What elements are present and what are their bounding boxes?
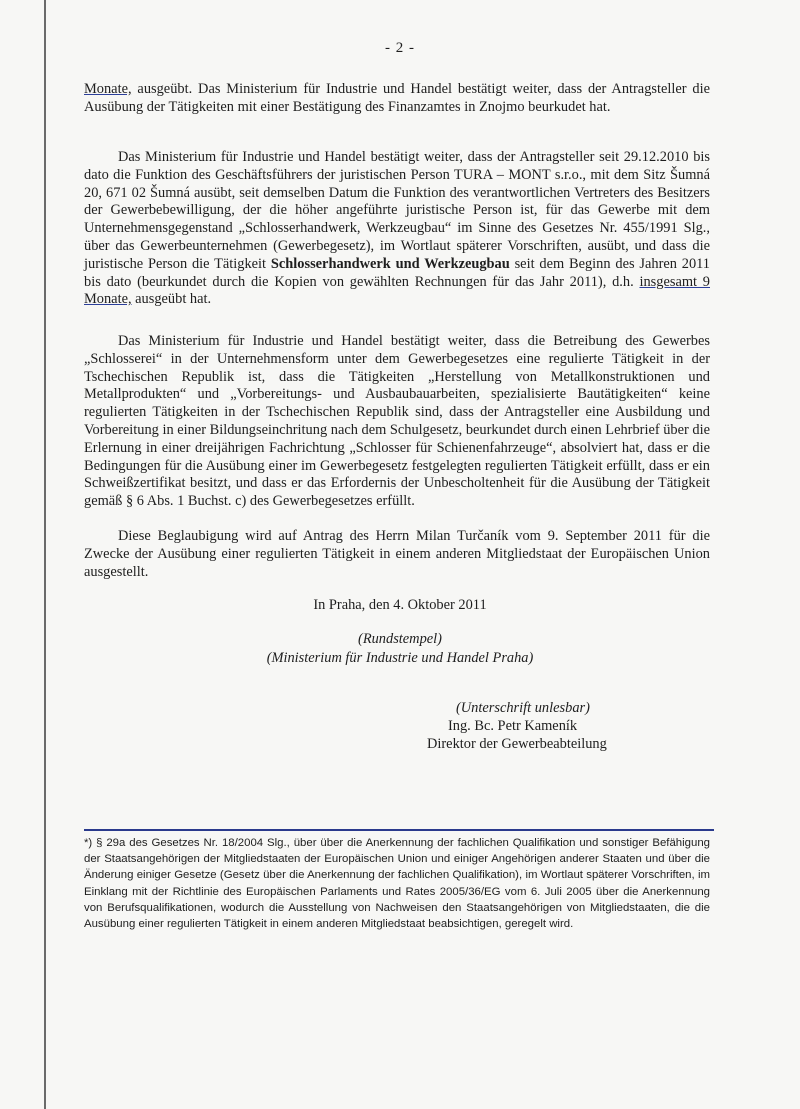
scan-margin-line [44, 0, 46, 1109]
footnote-rule [84, 829, 714, 831]
paragraph-function-text-3: ausgeübt hat. [131, 291, 212, 308]
paragraph-continuation [84, 81, 710, 117]
place-date: In Praha, den 4. Oktober 2011 [313, 597, 487, 613]
bold-activity: Schlosserhandwerk und Werkzeugbau [270, 255, 510, 272]
signatory-title: Direktor der Gewerbeabteilung [427, 736, 607, 752]
stamp-authority: (Ministerium für Industrie und Handel Praha) [266, 650, 534, 666]
signature-note: (Unterschrift unlesbar) [456, 700, 590, 716]
paragraph-regulation: Das Ministerium für Industrie und Handel bestätigt weiter, dass die Betreibung des Gewerbes „Schlosserei“ in der Unternehmensform unter dem Gewerbegesetzes eine regulierte Tätigkeit in der Tschechischen Republik ist, dass die Tätigkeiten „Herstellung von Metallkonstruktionen und Metallprodukten“ und „Vorbereitungs- und Ausbaubauarbeiten, spezialisierte Bautätigkeiten“ keine regulierten Tätigkeiten in der Tschechischen Republik sind, dass der Antragsteller eine Ausbildung und Vorbereitung in einer Bildungseinchritung nach dem Schulgesetz, beurkundet durch einen Lehrbrief über die Erlernung in einer dreijährigen Fachrichtung „Schlosser für Schienenfahrzeuge“, absolviert hat, dass er die Bedingungen für die Ausübung einer im Gewerbegesetz festgelegten regulierten Tätigkeit erfüllt, dass er ein Schweißzertifikat besitzt, und dass er das Erfordernis der Unbescholtenheit für die Ausübung der Tätigkeit gemäß § 6 Abs. 1 Buchst. c) des Gewerbegesetzes erfüllt. [84, 333, 710, 510]
footnote: *) § 29a des Gesetzes Nr. 18/2004 Slg., über über die Anerkennung der fachlichen Qualifikation und sonstiger Befähigung der Staatsangehörigen der Mitgliedstaaten der Europäischen Union und einiger Angehörigen anderer Staaten und über die Änderung einiger Gesetze (Gesetz über die Anerkennung der fachlichen Qualifikation), im Wortlaut späterer Vorschriften, im Einklang mit der Richtlinie des Europäischen Parlaments und Rates 2005/36/EG vom 6. Juli 2005 über die Anerkennung von Berufsqualifikationen, wodurch die Ausstellung von Nachweisen den Staatsangehörigen von Mitgliedstaaten, die die Ausübung einer regulierten Tätigkeit in einem anderen Mitgliedstaat beabsichtigen, geregelt wird. [84, 837, 710, 931]
stamp-note: (Rundstempel) [358, 631, 442, 647]
paragraph-continuation-text: ausgeübt. Das Ministerium für Industrie und Handel bestätigt weiter, dass der Antragsteller die Ausübung der Tätigkeiten mit einer Bestätigung des Finanzamtes in Znojmo beurkudet hat. [84, 81, 710, 115]
underlined-total-months: insgesamt 9 Monate, [84, 273, 710, 308]
paragraph-function-text-1: Das Ministerium für Industrie und Handel bestätigt weiter, dass der Antragsteller seit 29.12.2010 bis dato die Funktion des Geschäftsführers der juristischen Person TURA – MONT s.r.o., mit dem Sitz Šumná 20, 671 02 Šumná ausübt, seit demselben Datum die Funktion des verantwortlichen Vertreters des Besitzers der Gewerbebewilligung, der die höher angeführte juristische Person ist, für das Gewerbe mit dem Unternehmensgegenstand „Schlosserhandwerk, Werkzeugbau“ im Sinne des Gesetzes Nr. 455/1991 Slg., über das Gewerbeunternehmen (Gewerbegesetz), im Wortlaut späterer Vorschriften, ausübt, und dass die juristische Person die Tätigkeit [84, 149, 710, 272]
paragraph-purpose: Diese Beglaubigung wird auf Antrag des Herrn Milan Turčaník vom 9. September 2011 für die Zwecke der Ausübung einer regulierten Tätigkeit in einem anderen Mitgliedstaat der Europäischen Union ausgestellt. [84, 528, 710, 580]
paragraph-function [84, 149, 710, 309]
underlined-months: Monate, [84, 81, 132, 97]
page-number: - 2 - [385, 40, 415, 56]
paragraph-function-text-2: seit dem Beginn des Jahren 2011 bis dato (beurkundet durch die Kopien von gewählten Rechnungen für das Jahr 2011), d.h. [84, 255, 711, 290]
signatory-name: Ing. Bc. Petr Kameník [448, 718, 578, 734]
